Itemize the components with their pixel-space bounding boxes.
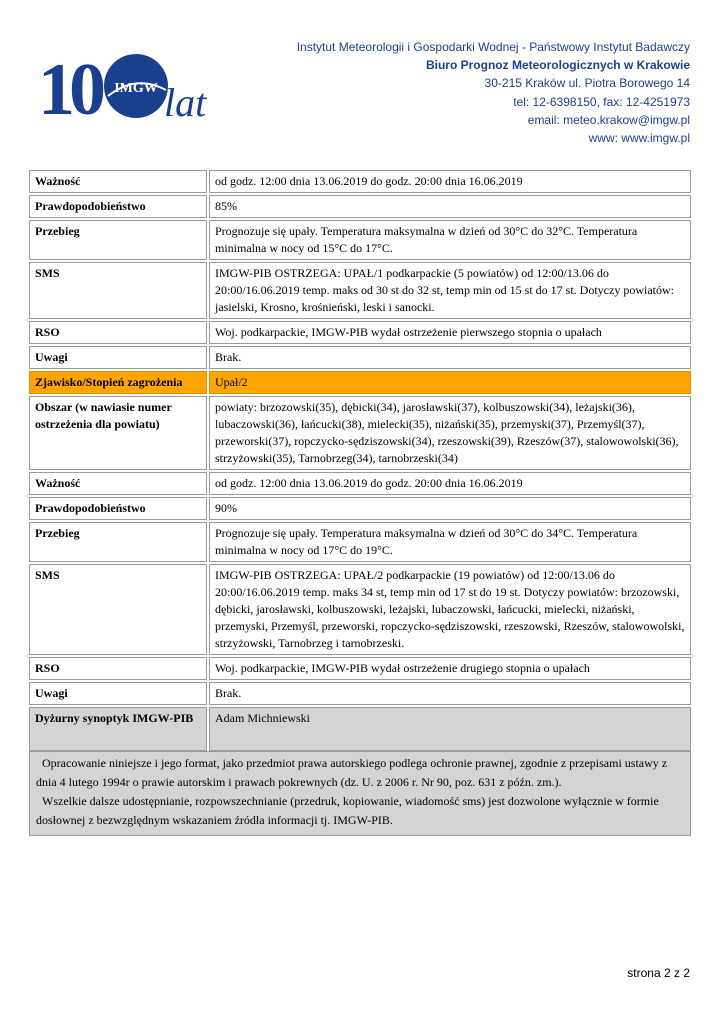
redistribution-paragraph: Wszelkie dalsze udostępnianie, rozpowszechnianie (przedruk, kopiowanie, wiadomość sms) jest dozwolone wyłącznie w formie dosłownej z bezwzględnym wskazaniem źródła informacji tj. IMGW-PIB. [36, 794, 659, 827]
row-value: Woj. podkarpackie, IMGW-PIB wydał ostrzeżenie drugiego stopnia o upałach [209, 657, 691, 680]
row-label: SMS [29, 564, 207, 655]
table-row [29, 262, 691, 319]
row-label: RSO [29, 321, 207, 344]
institute-name: Instytut Meteorologii i Gospodarki Wodnej - Państwowy Instytut Badawczy [296, 40, 690, 54]
table-row [29, 220, 691, 260]
imgw-100-lat-logo [38, 46, 218, 122]
page-number: strona 2 z 2 [627, 966, 690, 980]
table-row [29, 564, 691, 655]
table-row [29, 195, 691, 218]
row-label: Przebieg [29, 220, 207, 260]
table-row [29, 396, 691, 470]
warning-table [29, 170, 691, 753]
row-label: Ważność [29, 472, 207, 495]
website[interactable]: www: www.imgw.pl [588, 131, 690, 146]
table-row [29, 321, 691, 344]
row-value: Prognozuje się upały. Temperatura maksymalna w dzień od 30°C do 32°C. Temperatura minimalna w nocy od 15°C do 17°C. [209, 220, 691, 260]
row-label: Zjawisko/Stopień zagrożenia [29, 371, 207, 394]
row-value: Woj. podkarpackie, IMGW-PIB wydał ostrzeżenie pierwszego stopnia o upałach [209, 321, 691, 344]
row-value: 90% [209, 497, 691, 520]
table-row [29, 346, 691, 369]
table-row [29, 522, 691, 562]
row-value: Adam Michniewski [209, 707, 691, 751]
institute-header [297, 38, 690, 147]
row-label: Prawdopodobieństwo [29, 497, 207, 520]
table-row [29, 497, 691, 520]
row-value: Brak. [209, 346, 691, 369]
hazard-level-row [29, 371, 691, 394]
phone-fax: tel: 12-6398150, fax: 12-4251973 [513, 94, 690, 109]
row-label: RSO [29, 657, 207, 680]
row-value: Brak. [209, 682, 691, 705]
table-row [29, 682, 691, 705]
row-label: Uwagi [29, 682, 207, 705]
row-value: od godz. 12:00 dnia 13.06.2019 do godz. 20:00 dnia 16.06.2019 [209, 170, 691, 193]
row-label: Obszar (w nawiasie numer ostrzeżenia dla powiatu) [29, 396, 207, 470]
row-label: Dyżurny synoptyk IMGW-PIB [29, 707, 207, 751]
row-value: Upał/2 [209, 371, 691, 394]
row-label: Przebieg [29, 522, 207, 562]
logo-imgw-text: IMGW [114, 81, 158, 96]
row-value: powiaty: brzozowski(35), dębicki(34), jarosławski(37), kolbuszowski(34), leżajski(36), lubaczowski(36), łańcucki(38), mielecki(35), niżański(35), przemyski(37), Przemyśl(37), przeworski(37), ropczycko-sędziszowski(34), rzeszowski(39), Rzeszów(37), stalowowolski(36), strzyżowski(35), Tarnobrzeg(34), tarnobrzeski(34) [209, 396, 691, 470]
row-label: SMS [29, 262, 207, 319]
copyright-paragraph: Opracowanie niniejsze i jego format, jako przedmiot prawa autorskiego podlega ochronie prawnej, zgodnie z przepisami ustawy z dnia 4 lutego 1994r o prawie autorskim i prawach pokrewnych (dz. U. z 2006 r. Nr 90, poz. 631 z późn. zm.). [36, 756, 668, 789]
logo-100-text: 10 [38, 49, 100, 122]
address: 30-215 Kraków ul. Piotra Borowego 14 [484, 76, 690, 91]
email[interactable]: email: meteo.krakow@imgw.pl [527, 112, 690, 127]
table-row [29, 657, 691, 680]
forecaster-row [29, 707, 691, 751]
row-label: Uwagi [29, 346, 207, 369]
row-value: IMGW-PIB OSTRZEGA: UPAŁ/1 podkarpackie (5 powiatów) od 12:00/13.06 do 20:00/16.06.2019 temp. maks od 30 st do 32 st, temp min od 15 st do 17 st. Dotyczy powiatów: jasielski, Krosno, krośnieński, leski i sanocki. [209, 262, 691, 319]
row-value: Prognozuje się upały. Temperatura maksymalna w dzień od 30°C do 34°C. Temperatura minimalna w nocy od 17°C do 19°C. [209, 522, 691, 562]
row-value: 85% [209, 195, 691, 218]
row-value: IMGW-PIB OSTRZEGA: UPAŁ/2 podkarpackie (19 powiatów) od 12:00/13.06 do 20:00/16.06.2019 temp. maks 34 st, temp min od 17 st do 19 st. Dotyczy powiatów: brzozowski, dębicki, jarosławski, kolbuszowski, leżajski, lubaczowski, łańcucki, mielecki, niżański, przemyski, Przemyśl, przeworski, ropczycko-sędziszowski, rzeszowski, Rzeszów, stalowowolski, strzyżowski, Tarnobrzeg i tarnobrzeski. [209, 564, 691, 655]
table-row [29, 170, 691, 193]
logo-lat-text: lat [164, 80, 207, 122]
row-label: Prawdopodobieństwo [29, 195, 207, 218]
office-name: Biuro Prognoz Meteorologicznych w Krakowie [425, 58, 690, 73]
row-value: od godz. 12:00 dnia 13.06.2019 do godz. 20:00 dnia 16.06.2019 [209, 472, 691, 495]
row-label: Ważność [29, 170, 207, 193]
copyright-notice [29, 751, 691, 836]
table-row [29, 472, 691, 495]
